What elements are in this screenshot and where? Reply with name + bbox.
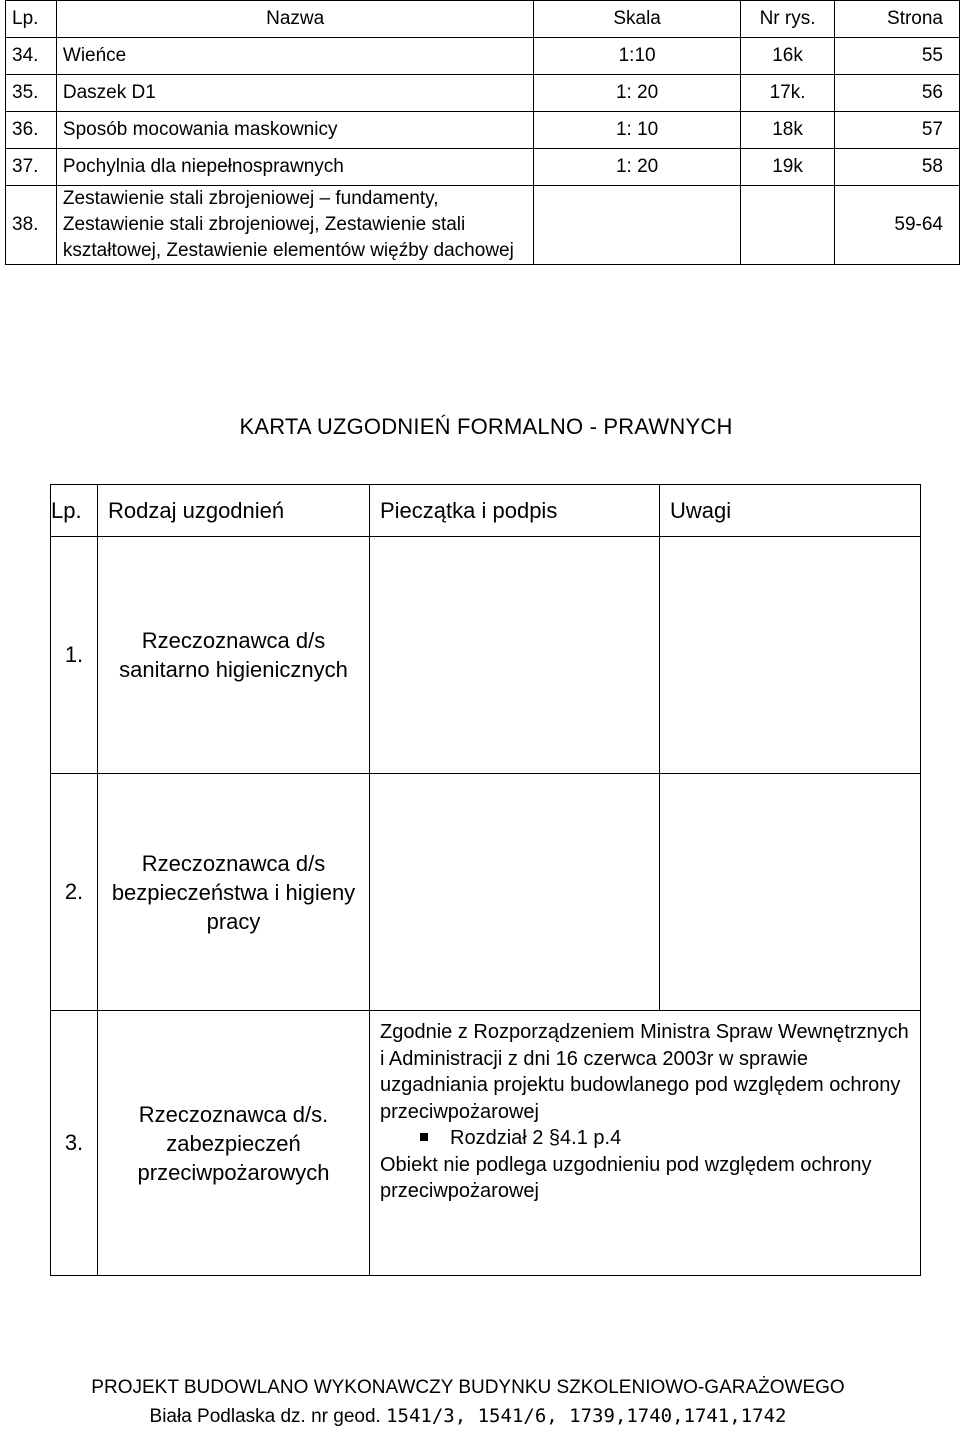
header-lp: Lp. — [51, 485, 98, 537]
table-row — [51, 1011, 921, 1276]
page-footer — [0, 1374, 936, 1431]
header-nr: Nr rys. — [740, 1, 835, 38]
row-scale: 1: 10 — [534, 112, 740, 149]
row-name: Wieńce — [56, 38, 534, 75]
row-page: 59-64 — [835, 186, 960, 265]
row-scale: 1: 20 — [534, 75, 740, 112]
fire-safety-note — [370, 1011, 921, 1276]
notes-cell — [660, 537, 921, 774]
note-bullet-line — [380, 1125, 912, 1152]
stamp-cell — [370, 774, 660, 1011]
row-lp: 36. — [6, 112, 57, 149]
row-name: Daszek D1 — [56, 75, 534, 112]
row-scale — [534, 186, 740, 265]
approvals-header-row — [51, 485, 921, 537]
table-row — [6, 75, 960, 112]
header-notes: Uwagi — [660, 485, 921, 537]
row-nr: 16k — [740, 38, 835, 75]
row-lp: 37. — [6, 149, 57, 186]
note-outro: Obiekt nie podlega uzgodnieniu pod względem ochrony przeciwpożarowej — [380, 1153, 872, 1202]
row-page: 58 — [835, 149, 960, 186]
drawings-table — [5, 0, 960, 265]
row-lp: 38. — [6, 186, 57, 265]
note-intro: Zgodnie z Rozporządzeniem Ministra Spraw Wewnętrznych i Administracji z dni 16 czerwca 2003r w sprawie uzgadniania projektu budowlanego pod względem ochrony przeciwpożarowej — [380, 1021, 909, 1123]
footer-location-prefix: Biała Podlaska dz. nr geod. — [149, 1406, 381, 1427]
row-page: 56 — [835, 75, 960, 112]
header-lp: Lp. — [6, 1, 57, 38]
notes-cell — [660, 774, 921, 1011]
row-nr: 19k — [740, 149, 835, 186]
row-lp: 2. — [51, 774, 98, 1011]
table-row — [6, 38, 960, 75]
table-row — [6, 149, 960, 186]
header-name: Nazwa — [56, 1, 534, 38]
square-bullet-icon — [420, 1133, 428, 1141]
row-name: Zestawienie stali zbrojeniowej – fundamenty, Zestawienie stali zbrojeniowej, Zestawienie stali kształtowej, Zestawienie elementów więźby dachowej — [56, 186, 534, 265]
row-lp: 3. — [51, 1011, 98, 1276]
footer-parcel-numbers: 1541/3, 1541/6, 1739,1740,1741,1742 — [386, 1405, 787, 1427]
row-scale: 1: 20 — [534, 149, 740, 186]
row-nr: 18k — [740, 112, 835, 149]
header-stamp: Pieczątka i podpis — [370, 485, 660, 537]
note-bullet: Rozdział 2 §4.1 p.4 — [450, 1127, 622, 1149]
row-nr: 17k. — [740, 75, 835, 112]
row-type: Rzeczoznawca d/s. zabezpieczeń przeciwpożarowych — [98, 1011, 370, 1276]
row-type: Rzeczoznawca d/s sanitarno higienicznych — [98, 537, 370, 774]
row-lp: 1. — [51, 537, 98, 774]
table-row — [51, 537, 921, 774]
table-row — [6, 112, 960, 149]
drawings-header-row — [6, 1, 960, 38]
row-page: 57 — [835, 112, 960, 149]
header-scale: Skala — [534, 1, 740, 38]
row-page: 55 — [835, 38, 960, 75]
footer-project: PROJEKT BUDOWLANO WYKONAWCZY BUDYNKU SZKOLENIOWO-GARAŻOWEGO — [91, 1377, 845, 1398]
row-lp: 34. — [6, 38, 57, 75]
row-lp: 35. — [6, 75, 57, 112]
approvals-table — [50, 484, 921, 1276]
row-nr — [740, 186, 835, 265]
row-name: Pochylnia dla niepełnosprawnych — [56, 149, 534, 186]
table-row — [51, 774, 921, 1011]
row-scale: 1:10 — [534, 38, 740, 75]
table-row — [6, 186, 960, 265]
header-page: Strona — [835, 1, 960, 38]
row-type: Rzeczoznawca d/s bezpieczeństwa i higieny pracy — [98, 774, 370, 1011]
row-name: Sposób mocowania maskownicy — [56, 112, 534, 149]
header-type: Rodzaj uzgodnień — [98, 485, 370, 537]
section-title: KARTA UZGODNIEŃ FORMALNO - PRAWNYCH — [239, 414, 733, 439]
stamp-cell — [370, 537, 660, 774]
footer-location — [0, 1402, 936, 1431]
